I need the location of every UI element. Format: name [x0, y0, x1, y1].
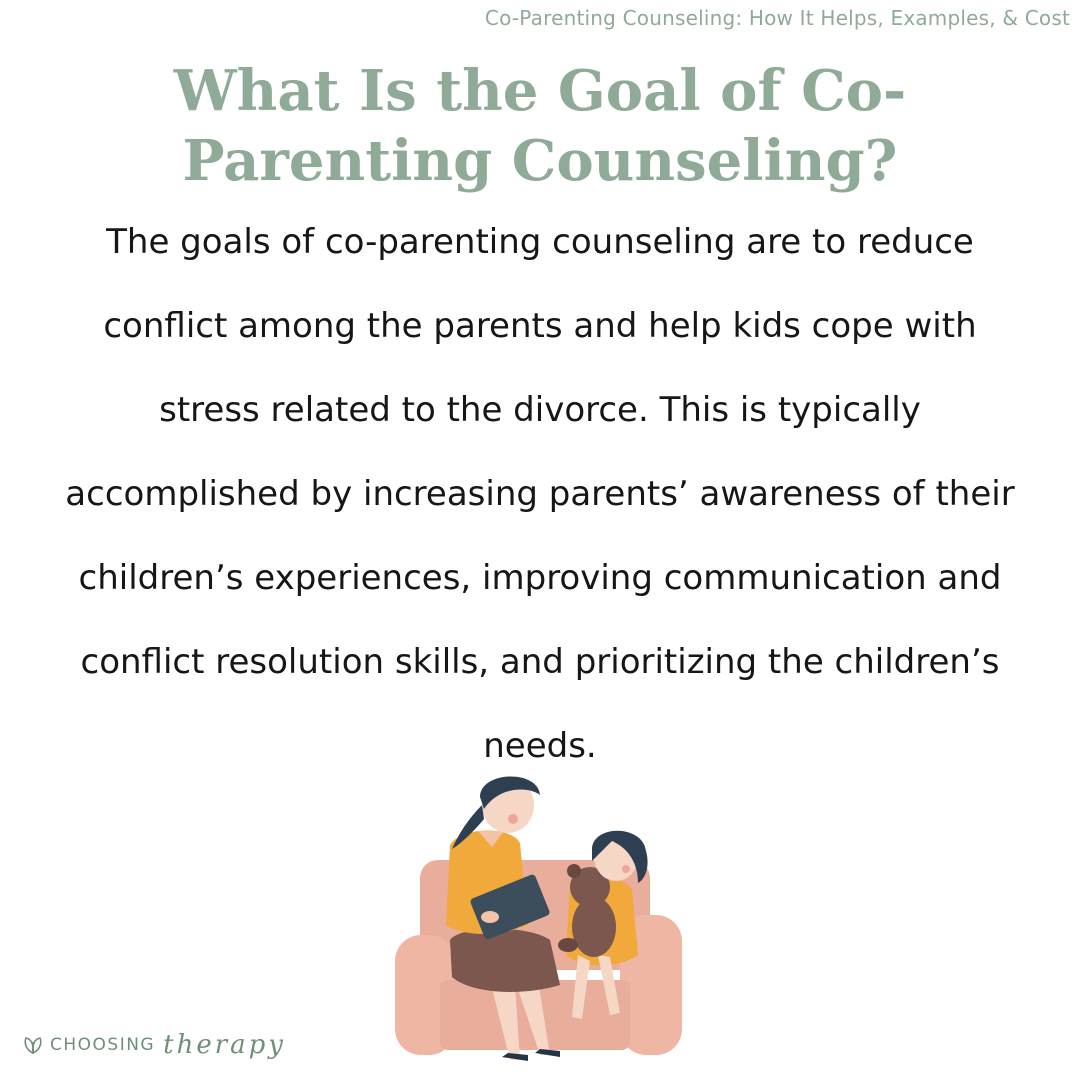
- teddy-body: [572, 897, 616, 957]
- brand-word-therapy: therapy: [163, 1030, 286, 1060]
- leaf-logo-icon: [22, 1034, 44, 1056]
- woman-cheek: [508, 814, 518, 824]
- page-title: What Is the Goal of Co-Parenting Counseling?: [173, 58, 907, 194]
- child-cheek: [622, 865, 630, 873]
- header-caption: Co-Parenting Counseling: How It Helps, Examples, & Cost: [484, 6, 1070, 30]
- body-paragraph: The goals of co-parenting counseling are to reduce conflict among the parents and help kids cope with stress related to the divorce. This is typically accomplished by increasing parents’ awareness of their children’s experiences, improving communication and conflict resolution skills, and prioritizing the children’s needs.: [65, 222, 1015, 766]
- counselor-child-illustration: [380, 765, 700, 1065]
- teddy-ear-left: [567, 864, 581, 878]
- woman-skirt: [450, 929, 560, 992]
- woman-hand: [481, 911, 499, 923]
- woman-shoe-right: [535, 1049, 560, 1057]
- brand-logo: [22, 1030, 286, 1060]
- brand-word-choosing: CHOOSING: [50, 1035, 156, 1055]
- counselor-child-illustration-graphic: [380, 765, 700, 1065]
- teddy-paw: [558, 938, 578, 952]
